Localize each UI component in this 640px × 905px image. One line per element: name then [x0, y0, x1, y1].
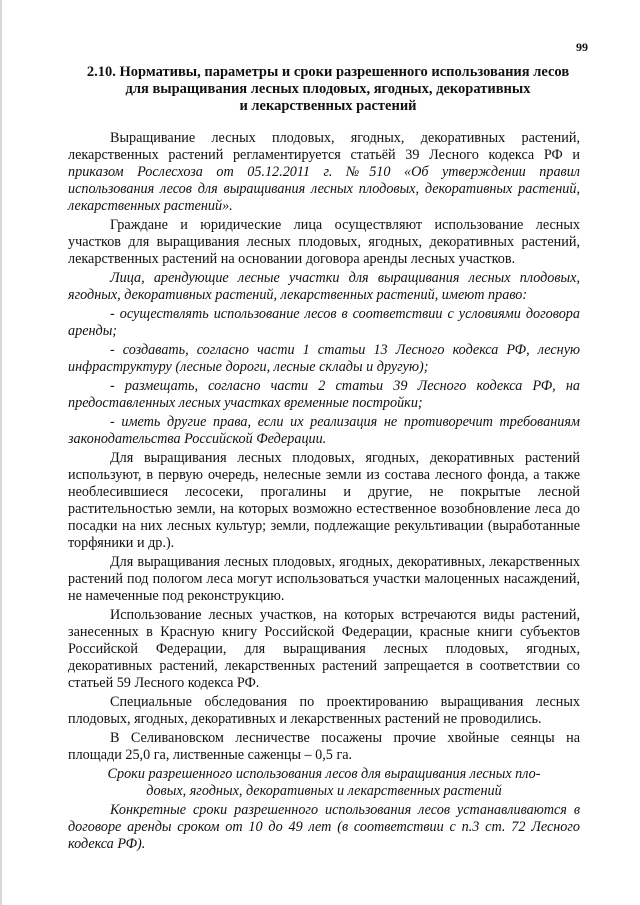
paragraph-selivanovo: В Селивановском лесничестве посажены прочие хвойные сеянцы на площади 25,0 га, лиственные саженцы – 0,5 га.: [68, 730, 580, 763]
paragraph-under-canopy: Для выращивания лесных плодовых, ягодных, декоративных, лекарственных растений под пологом леса могут использоваться участки малоценных насаждений, не намеченные под реконструкцию.: [68, 554, 580, 604]
paragraph-regulation: [68, 130, 580, 215]
paragraph-surveys: Специальные обследования по проектированию выращивания лесных плодовых, ягодных, декоративных и лекарственных растений не проводились.: [68, 694, 580, 727]
rights-list-item: - осуществлять использование лесов в соответствии с условиями договора аренды;: [68, 306, 580, 339]
heading-line: 2.10. Нормативы, параметры и сроки разрешенного использования лесов: [86, 64, 570, 80]
paragraph-lease-terms: [68, 802, 580, 853]
heading-line: и лекарственных растений: [239, 98, 417, 114]
paragraph-lease-basis: Граждане и юридические лица осуществляют использование лесных участков для выращивания лесных плодовых, ягодных, декоративных растений, лекарственных растений на основании договора аренды лесных участков.: [68, 217, 580, 267]
law-reference: (в соответствии с п.3 ст. 72 Лесного кодекса РФ).: [68, 819, 581, 852]
heading-line: для выращивания лесных плодовых, ягодных, декоративных: [125, 81, 531, 97]
document-body: [68, 130, 580, 855]
subheading-line: Сроки разрешенного использования лесов для выращивания лесных пло-: [107, 766, 541, 782]
order-citation: приказом Рослесхоза от 05.12.2011 г. №510 «Об утверждении правил использования лесов для выращивания лесных плодовых, декоративных растений, лекарственных растений».: [68, 164, 580, 214]
paragraph-text: Выращивание лесных плодовых, ягодных, декоративных растений, лекарственных растений регламентируется статьёй 39 Лесного кодекса РФ и: [68, 130, 580, 163]
subheading-terms: [68, 766, 580, 800]
paragraph-text: Конкретные сроки разрешенного использования лесов устанавливаются в договоре аренды сроком от 10 до 49 лет: [68, 802, 580, 835]
section-heading: [68, 64, 588, 115]
subheading-line: довых, ягодных, декоративных и лекарственных растений: [146, 783, 502, 799]
rights-list-item: - иметь другие права, если их реализация не противоречит требованиям законодательства Российской Федерации.: [68, 414, 580, 447]
rights-list-item: - размещать, согласно части 2 статьи 39 Лесного кодекса РФ, на предоставленных лесных участках временные постройки;: [68, 378, 580, 411]
paragraph-red-book: Использование лесных участков, на которых встречаются виды растений, занесенных в Красную книгу Российской Федерации, красные книги субъектов Российской Федерации, для выращивания лесных плодовых, ягодных, декоративных растений, лекарственных растений запрещается в соответствии со статьей 59 Лесного кодекса РФ.: [68, 607, 580, 691]
page-number: 99: [576, 40, 588, 54]
paragraph-lands-used: Для выращивания лесных плодовых, ягодных, декоративных растений используют, в первую очередь, нелесные земли из состава лесного фонда, а также необлесившиеся лесосеки, прогалины и другие, не покрытые лесной растительностью земли, на которых возможно естественное возобновление леса до посадки на них лесных культур; земли, подлежащие рекультивации (выработанные торфяники и др.).: [68, 450, 580, 551]
binding-edge: [0, 0, 2, 905]
paragraph-rights-intro: Лица, арендующие лесные участки для выращивания лесных плодовых, ягодных, декоративных растений, лекарственных растений, имеют право:: [68, 270, 580, 303]
rights-list-item: - создавать, согласно части 1 статьи 13 Лесного кодекса РФ, лесную инфраструктуру (лесные дороги, лесные склады и другую);: [68, 342, 580, 375]
